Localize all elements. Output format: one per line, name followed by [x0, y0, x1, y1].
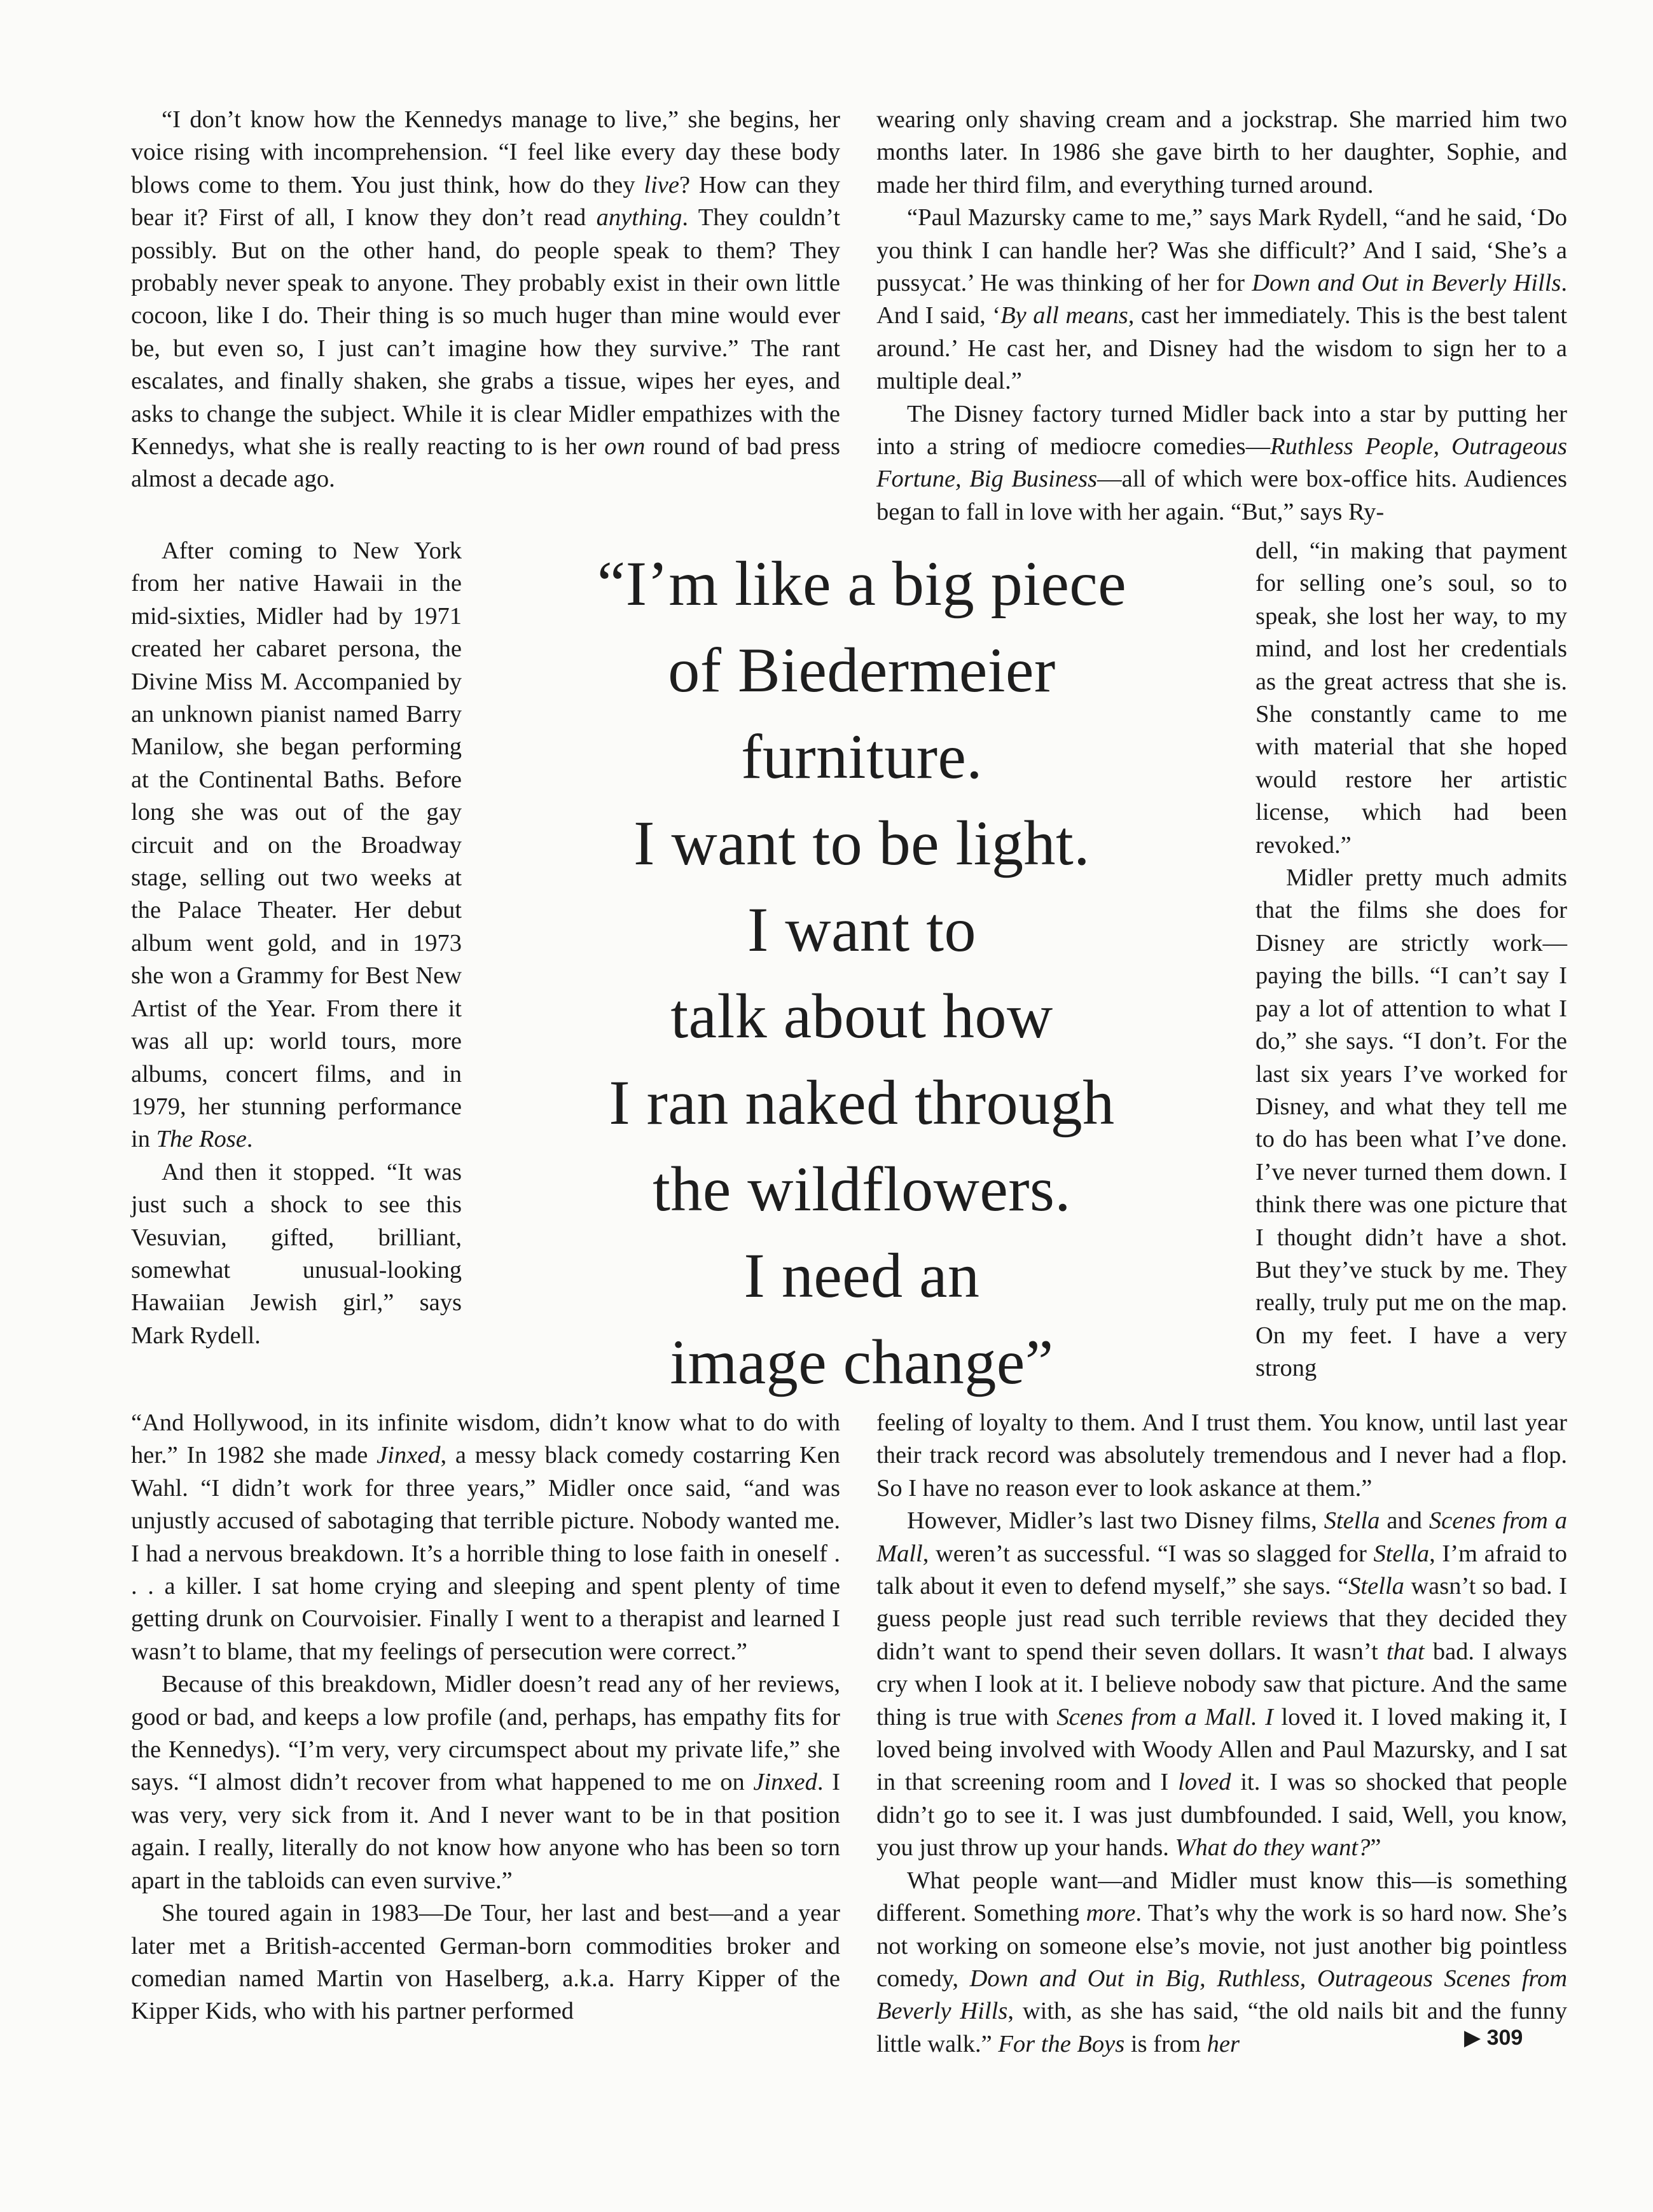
text-run: Midler pretty much admits that the films she does for Disney are strictly work—paying the bills. “I can’t say I pay a lot of attention to what I do,” she says. “I don’t. For the last six years I’ve worked for Disney, and what they tell me to do has been what I’ve done. I’ve never turned them down. I think there was one picture that I thought didn’t have a shot. But they’ve stuck by me. They really, truly put me on the map. On my feet. I have a very strong [1255, 864, 1567, 1382]
text-run-italic: Scenes from a Mall [876, 1507, 1567, 1567]
pull-quote-line: “I’m like a big piece [597, 548, 1127, 619]
text-run: What people want—and Midler must know this—is something different. Something [876, 1867, 1567, 1927]
text-run: “I don’t know how the Kennedys manage to live,” she begins, her voice rising with incomprehension. “I feel like every day these body blows come to them. You just think, how do they [131, 106, 840, 198]
text-run-italic: Ruthless People, Outrageous Fortune, Big Business [876, 433, 1567, 493]
paragraph-hollywood [131, 1407, 840, 1668]
right-column-bottom [876, 1407, 1567, 2061]
text-run-italic: own [604, 433, 646, 460]
text-run: feeling of loyalty to them. And I trust them. You know, until last year their track record was absolutely tremendous and I never had a flop. So I have no reason ever to look askance at them.” [876, 1409, 1567, 1502]
text-run: . I was very, very sick from it. And I never want to be in that position again. I really, literally do not know how anyone who has been so torn apart in the tabloids can even survive.” [131, 1769, 840, 1894]
text-run: After coming to New York from her native Hawaii in the mid-sixties, Midler had by 1971 created her cabaret persona, the Divine Miss M. Accompanied by an unknown pianist named Barry Manilow, she began performing at the Continental Baths. Before long she was out of the gay circuit and on the Broadway stage, selling out two weeks at the Palace Theater. Her debut album went gold, and in 1973 she won a Grammy for Best New Artist of the Year. From there it was all up: world tours, more albums, concert films, and in 1979, her stunning performance in [131, 537, 462, 1153]
paragraph-married [876, 104, 1567, 202]
text-run-italic: anything [596, 204, 682, 232]
text-run: round of bad press almost a decade ago. [131, 433, 840, 493]
text-run: dell, “in making that payment for selling one’s soul, so to speak, she lost her way, to my mind, and lost her credentials as the great actress that she is. She constantly came to me with material that she hoped would restore her artistic license, which had been revoked.” [1255, 537, 1567, 859]
continuation-marker [1464, 2025, 1523, 2050]
text-run: loved it. I loved making it, I loved being involved with Woody Allen and Paul Mazursky, and I sat in that screening room and I [876, 1703, 1567, 1796]
text-run: bad. I always cry when I look at it. I believe nobody saw that picture. And the same thing is true with [876, 1638, 1567, 1731]
paragraph-loyalty [876, 1407, 1567, 1505]
paragraph-stella [876, 1505, 1567, 1864]
paragraph-stopped [131, 1156, 462, 1352]
text-run-italic: By all means, [1000, 302, 1135, 329]
text-run: is from [1124, 2030, 1207, 2057]
text-run: However, Midler’s last two Disney films, [907, 1507, 1324, 1535]
text-run: . That’s why the work is so hard now. She’s not working on someone else’s movie, not just another big pointless comedy, [876, 1900, 1567, 1992]
paragraph-breakdown [131, 1668, 840, 1897]
text-run-italic: What do they want? [1175, 1834, 1371, 1862]
left-column-narrow [131, 535, 462, 1352]
text-run: . And I said, ‘ [876, 270, 1567, 329]
pull-quote [509, 541, 1215, 1406]
text-run: ” [1370, 1834, 1381, 1862]
pull-quote-line: I need an [744, 1240, 980, 1311]
page-number: 309 [1486, 2026, 1523, 2050]
text-run-italic: For the Boys [998, 2030, 1125, 2057]
text-run-italic: The Rose [156, 1126, 247, 1153]
text-run: , I’m afraid to talk about it even to defend myself,” she says. “ [876, 1540, 1567, 1600]
text-run-italic: that [1386, 1638, 1425, 1665]
text-run: and [1380, 1507, 1429, 1535]
text-run-italic: her [1207, 2030, 1240, 2057]
pull-quote-line: the wildflowers. [653, 1154, 1071, 1224]
paragraph-disney-factory [876, 398, 1567, 529]
text-run: She toured again in 1983—De Tour, her last and best—and a year later met a British-accented German-born commodities broker and comedian named Martin von Haselberg, a.k.a. Harry Kipper of the Kipper Kids, who with his partner performed [131, 1900, 840, 2025]
text-run: , weren’t as successful. “I was so slagged for [922, 1540, 1374, 1567]
left-column-bottom [131, 1407, 840, 2028]
right-column-top [876, 104, 1567, 529]
text-run: . They couldn’t possibly. But on the other hand, do people speak to them? They probably never speak to anyone. They probably exist in their own little cocoon, like I do. Their thing is so much huger than mine would ever be, but even so, I just can’t imagine how they survive.” The rant escalates, and finally shaken, she grabs a tissue, wipes her eyes, and asks to change the subject. While it is clear Midler empathizes with the Kennedys, what she is really reacting to is her [131, 204, 840, 460]
paragraph-mazursky [876, 202, 1567, 397]
text-run: . [246, 1126, 253, 1153]
text-run: ? How can they bear it? First of all, I know they don’t read [131, 171, 840, 232]
text-run-italic: Stella [1373, 1540, 1430, 1567]
text-run: “And Hollywood, in its infinite wisdom, didn’t know what to do with her.” In 1982 she made [131, 1409, 840, 1469]
text-run-italic: loved [1178, 1769, 1231, 1796]
text-run-italic: more [1086, 1900, 1136, 1927]
text-run-italic: Stella [1324, 1507, 1380, 1535]
text-run-italic: Down and Out in Beverly Hills [1252, 270, 1561, 297]
pull-quote-line: of Biedermeier [668, 635, 1056, 705]
text-run: The Disney factory turned Midler back into a star by putting her into a string of mediocre comedies— [876, 400, 1567, 460]
text-run: And then it stopped. “It was just such a shock to see this Vesuvian, gifted, brilliant, somewhat unusual-looking Hawaiian Jewish girl,” says Mark Rydell. [131, 1158, 462, 1349]
paragraph-kennedys [131, 104, 840, 496]
right-column-narrow [1255, 535, 1567, 1385]
text-run: —all of which were box-office hits. Audiences began to fall in love with her again. “But,” says Ry- [876, 466, 1567, 525]
pull-quote-line: I ran naked through [609, 1067, 1115, 1138]
paragraph-career [131, 535, 462, 1156]
paragraph-rydell-cont [1255, 535, 1567, 862]
continued-arrow-icon: ▶ [1464, 2026, 1481, 2050]
text-run: wearing only shaving cream and a jockstrap. She married him two months later. In 1986 she gave birth to her daughter, Sophie, and made her third film, and everything turned around. [876, 106, 1567, 198]
text-run-italic: Down and Out in Big, Ruthless, Outrageous Scenes from Beverly Hills [876, 1965, 1568, 2025]
left-column-top [131, 104, 840, 496]
text-run: , with, as she has said, “the old nails bit and the funny little walk.” [876, 1998, 1567, 2057]
text-run: , a messy black comedy costarring Ken Wahl. “I didn’t work for three years,” Midler once said, “and was unjustly accused of sabotaging that terrible picture. Nobody wanted me. I had a nervous breakdown. It’s a horrible thing to lose faith in oneself . . . a killer. I sat home crying and sleeping and spent plenty of time getting drunk on Courvoisier. Finally I went to a therapist and learned I wasn’t to blame, that my feelings of persecution were correct.” [131, 1442, 841, 1665]
pull-quote-line: talk about how [670, 981, 1053, 1051]
pull-quote-line: furniture. [741, 721, 983, 792]
text-run-italic: Stella [1348, 1573, 1404, 1600]
text-run: it. I was so shocked that people didn’t go to see it. I was just dumbfounded. I said, Well, you know, you just throw up your hands. [876, 1769, 1567, 1862]
text-run-italic: Jinxed [753, 1769, 817, 1796]
text-run: cast her immediately. This is the best talent around.’ He cast her, and Disney had the wisdom to sign her to a multiple deal.” [876, 302, 1567, 395]
paragraph-admits [1255, 862, 1567, 1385]
text-run-italic: live [644, 171, 679, 198]
text-run: “Paul Mazursky came to me,” says Mark Rydell, “and he said, ‘Do you think I can handle her? Was she difficult?’ And I said, ‘She’s a pussycat.’ He was thinking of her for [876, 204, 1567, 297]
text-run: wasn’t so bad. I guess people just read such terrible reviews that they decided they didn’t want to spend their seven dollars. It wasn’t [876, 1573, 1567, 1665]
paragraph-detour [131, 1897, 840, 2028]
text-run: Because of this breakdown, Midler doesn’t read any of her reviews, good or bad, and keeps a low profile (and, perhaps, has empathy fits for the Kennedys). “I’m very, very circumspect about my private life,” she says. “I almost didn’t recover from what happened to me on [131, 1671, 840, 1796]
pull-quote-line: image change” [670, 1327, 1054, 1397]
pull-quote-line: I want to be light. [633, 808, 1090, 878]
pull-quote-line: I want to [747, 894, 976, 965]
text-run-italic: Scenes from a Mall. I [1056, 1703, 1273, 1731]
text-run-italic: Jinxed [377, 1442, 441, 1469]
